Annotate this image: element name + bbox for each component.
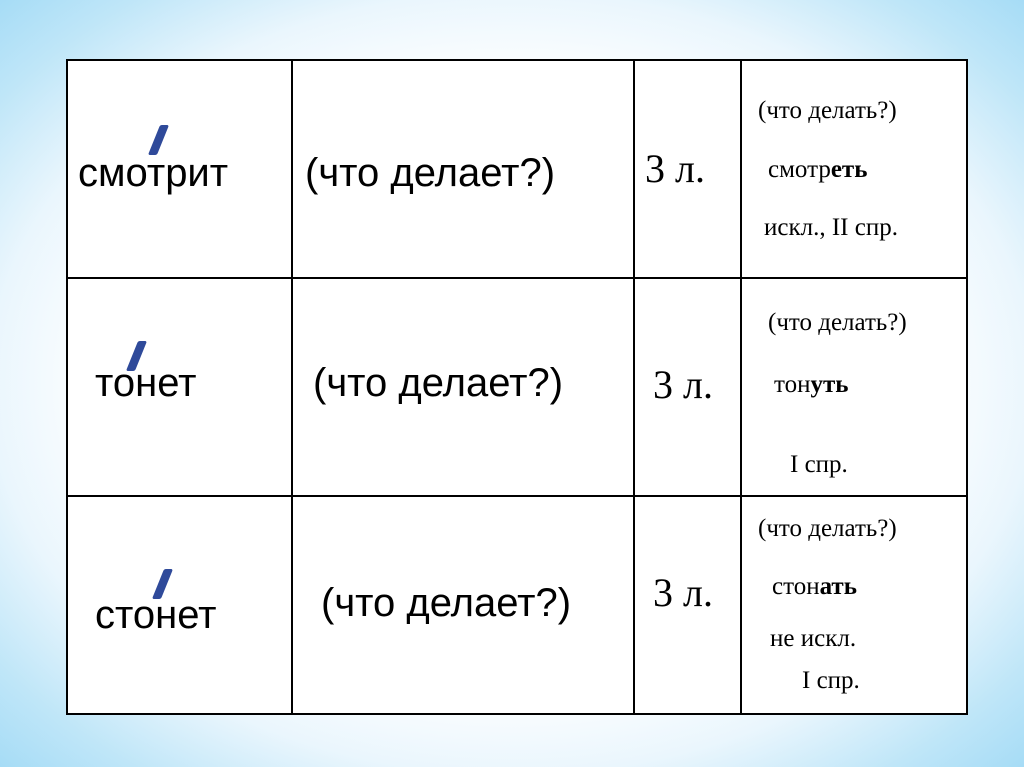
infinitive-ending: ать [819,573,857,600]
note-label: не искл. [770,625,857,652]
person-label: 3 л. [653,570,713,615]
infinitive-question: (что делать?) [758,515,897,542]
infinitive-stem: стон [772,573,820,600]
question-cell [292,278,634,496]
word-cell [67,60,292,278]
verb-word: стонет [95,593,217,637]
person-cell [634,496,741,714]
conjugation-label: I спр. [802,667,860,694]
infinitive-cell [741,60,967,278]
infinitive-question: (что делать?) [758,97,897,124]
verb-word: тонет [95,361,197,405]
verb-word: смотрит [78,151,229,195]
infinitive-ending: еть [830,156,868,183]
infinitive-stem: тон [774,371,811,398]
infinitive-stem: смотр [768,156,831,183]
verb-question: (что делает?) [313,361,564,405]
infinitive [772,573,857,601]
word-cell [67,496,292,714]
infinitive-cell [741,496,967,714]
person-label: 3 л. [645,146,705,191]
conjugation-table [66,59,968,715]
infinitive-ending: уть [810,371,849,398]
person-cell [634,278,741,496]
table-row [67,278,967,496]
infinitive [768,156,867,184]
word-cell [67,278,292,496]
person-cell [634,60,741,278]
conjugation-label: искл., II спр. [764,214,898,241]
infinitive-cell [741,278,967,496]
table-row [67,496,967,714]
verb-question: (что делает?) [305,151,556,195]
question-cell [292,496,634,714]
table-row [67,60,967,278]
infinitive [774,371,849,399]
question-cell [292,60,634,278]
verb-question: (что делает?) [321,581,572,625]
infinitive-question: (что делать?) [768,309,907,336]
person-label: 3 л. [653,362,713,407]
conjugation-label: I спр. [790,451,848,478]
